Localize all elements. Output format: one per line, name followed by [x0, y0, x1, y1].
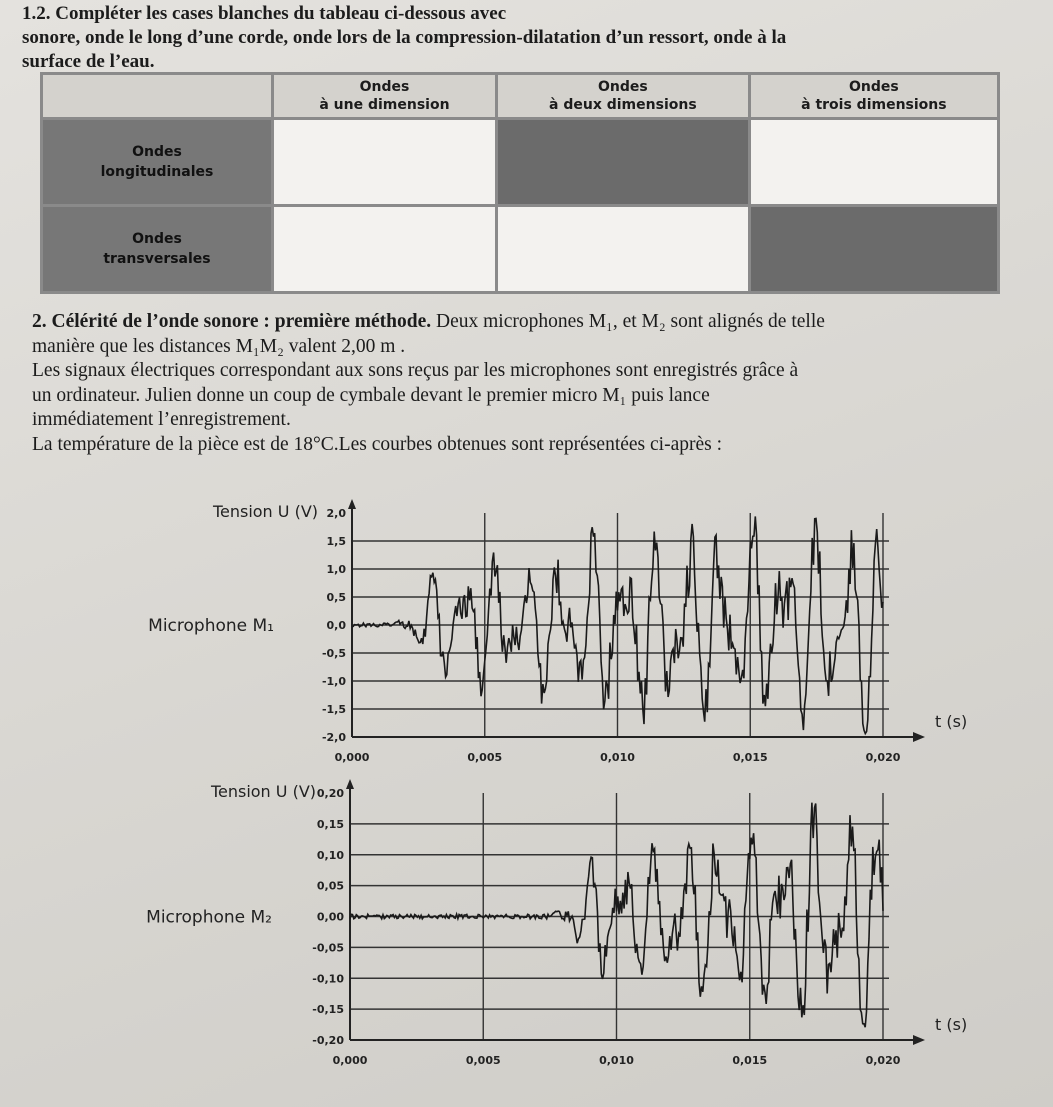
- col-header-2d: Ondes à deux dimensions: [496, 74, 749, 119]
- x-tick-label: 0,020: [865, 1054, 901, 1067]
- col-header-3d: Ondes à trois dimensions: [749, 74, 998, 119]
- y-tick-label: -1,0: [321, 675, 346, 688]
- section-2-line-6: La température de la pièce est de 18°C.Les courbes obtenues sont représentées ci-après :: [32, 433, 723, 455]
- x-tick-label: 0,015: [732, 751, 768, 764]
- section-2-l1: Deux microphones M₁, et M₂ sont alignés de telle: [431, 311, 825, 332]
- x-axis-label: t (s): [935, 1015, 968, 1034]
- x-tick-label: 0,005: [465, 1054, 501, 1067]
- y-tick-label: 1,5: [326, 535, 346, 548]
- y-tick-label: 0,00: [316, 910, 344, 924]
- y-tick-label: -0,15: [312, 1003, 344, 1017]
- x-tick-label: 0,000: [332, 1054, 368, 1067]
- y-tick-label: -0,20: [312, 1034, 344, 1047]
- y-tick-label: 0,15: [316, 817, 344, 831]
- y-tick-label: -0,05: [312, 941, 344, 955]
- y-axis-label: Tension U (V): [212, 502, 318, 521]
- y-tick-label: 0,20: [316, 787, 344, 800]
- y-tick-label: 0,10: [316, 848, 344, 862]
- y-axis-label: Tension U (V): [210, 782, 316, 801]
- y-tick-label: -2,0: [321, 731, 346, 744]
- y-tick-label: 1,0: [326, 563, 346, 576]
- y-tick-label: -0,5: [321, 647, 346, 660]
- col-header-1d: Ondes à une dimension: [273, 74, 497, 119]
- x-tick-label: 0,015: [732, 1054, 768, 1067]
- section-2-line-3: Les signaux électriques correspondant aux sons reçus par les microphones sont enregistrés grâce à: [32, 360, 799, 381]
- y-tick-label: 0,0: [326, 619, 346, 632]
- section-2-line-2: manière que les distances M₁M₂ valent 2,00 m .: [32, 335, 406, 357]
- section-2-line-5: immédiatement l’enregistrement.: [32, 409, 291, 430]
- x-axis-label: t (s): [935, 712, 968, 731]
- microphone-label: Microphone M₁: [148, 616, 274, 636]
- x-tick-label: 0,000: [334, 751, 370, 764]
- x-tick-label: 0,010: [599, 1054, 634, 1067]
- x-tick-label: 0,020: [865, 751, 901, 764]
- x-tick-label: 0,010: [600, 751, 635, 764]
- intro-line-1: 1.2. Compléter les cases blanches du tableau ci-dessous avec: [22, 3, 507, 24]
- x-axis-arrow: [913, 1035, 925, 1045]
- intro-line-2: sonore, onde le long d’une corde, onde lors de la compression-dilatation d’un ressort, onde à la: [22, 27, 787, 48]
- section-2-title: 2. Célérité de l’onde sonore : première méthode.: [32, 311, 432, 332]
- x-tick-label: 0,005: [467, 751, 503, 764]
- row-label-transversal: Ondes transversales: [42, 206, 273, 293]
- y-tick-label: -1,5: [321, 703, 346, 716]
- y-tick-label: 2,0: [326, 507, 346, 520]
- microphone-label: Microphone M₂: [146, 907, 272, 928]
- section-2-line-4: un ordinateur. Julien donne un coup de cymbale devant le premier micro M₁ puis lance: [32, 384, 710, 406]
- y-tick-label: -0,10: [312, 972, 344, 986]
- y-axis-arrow: [346, 779, 354, 789]
- y-tick-label: 0,05: [316, 879, 344, 893]
- row-label-longitudinal: Ondes longitudinales: [42, 119, 273, 206]
- intro-line-3: surface de l’eau.: [22, 51, 155, 72]
- y-tick-label: 0,5: [326, 591, 346, 604]
